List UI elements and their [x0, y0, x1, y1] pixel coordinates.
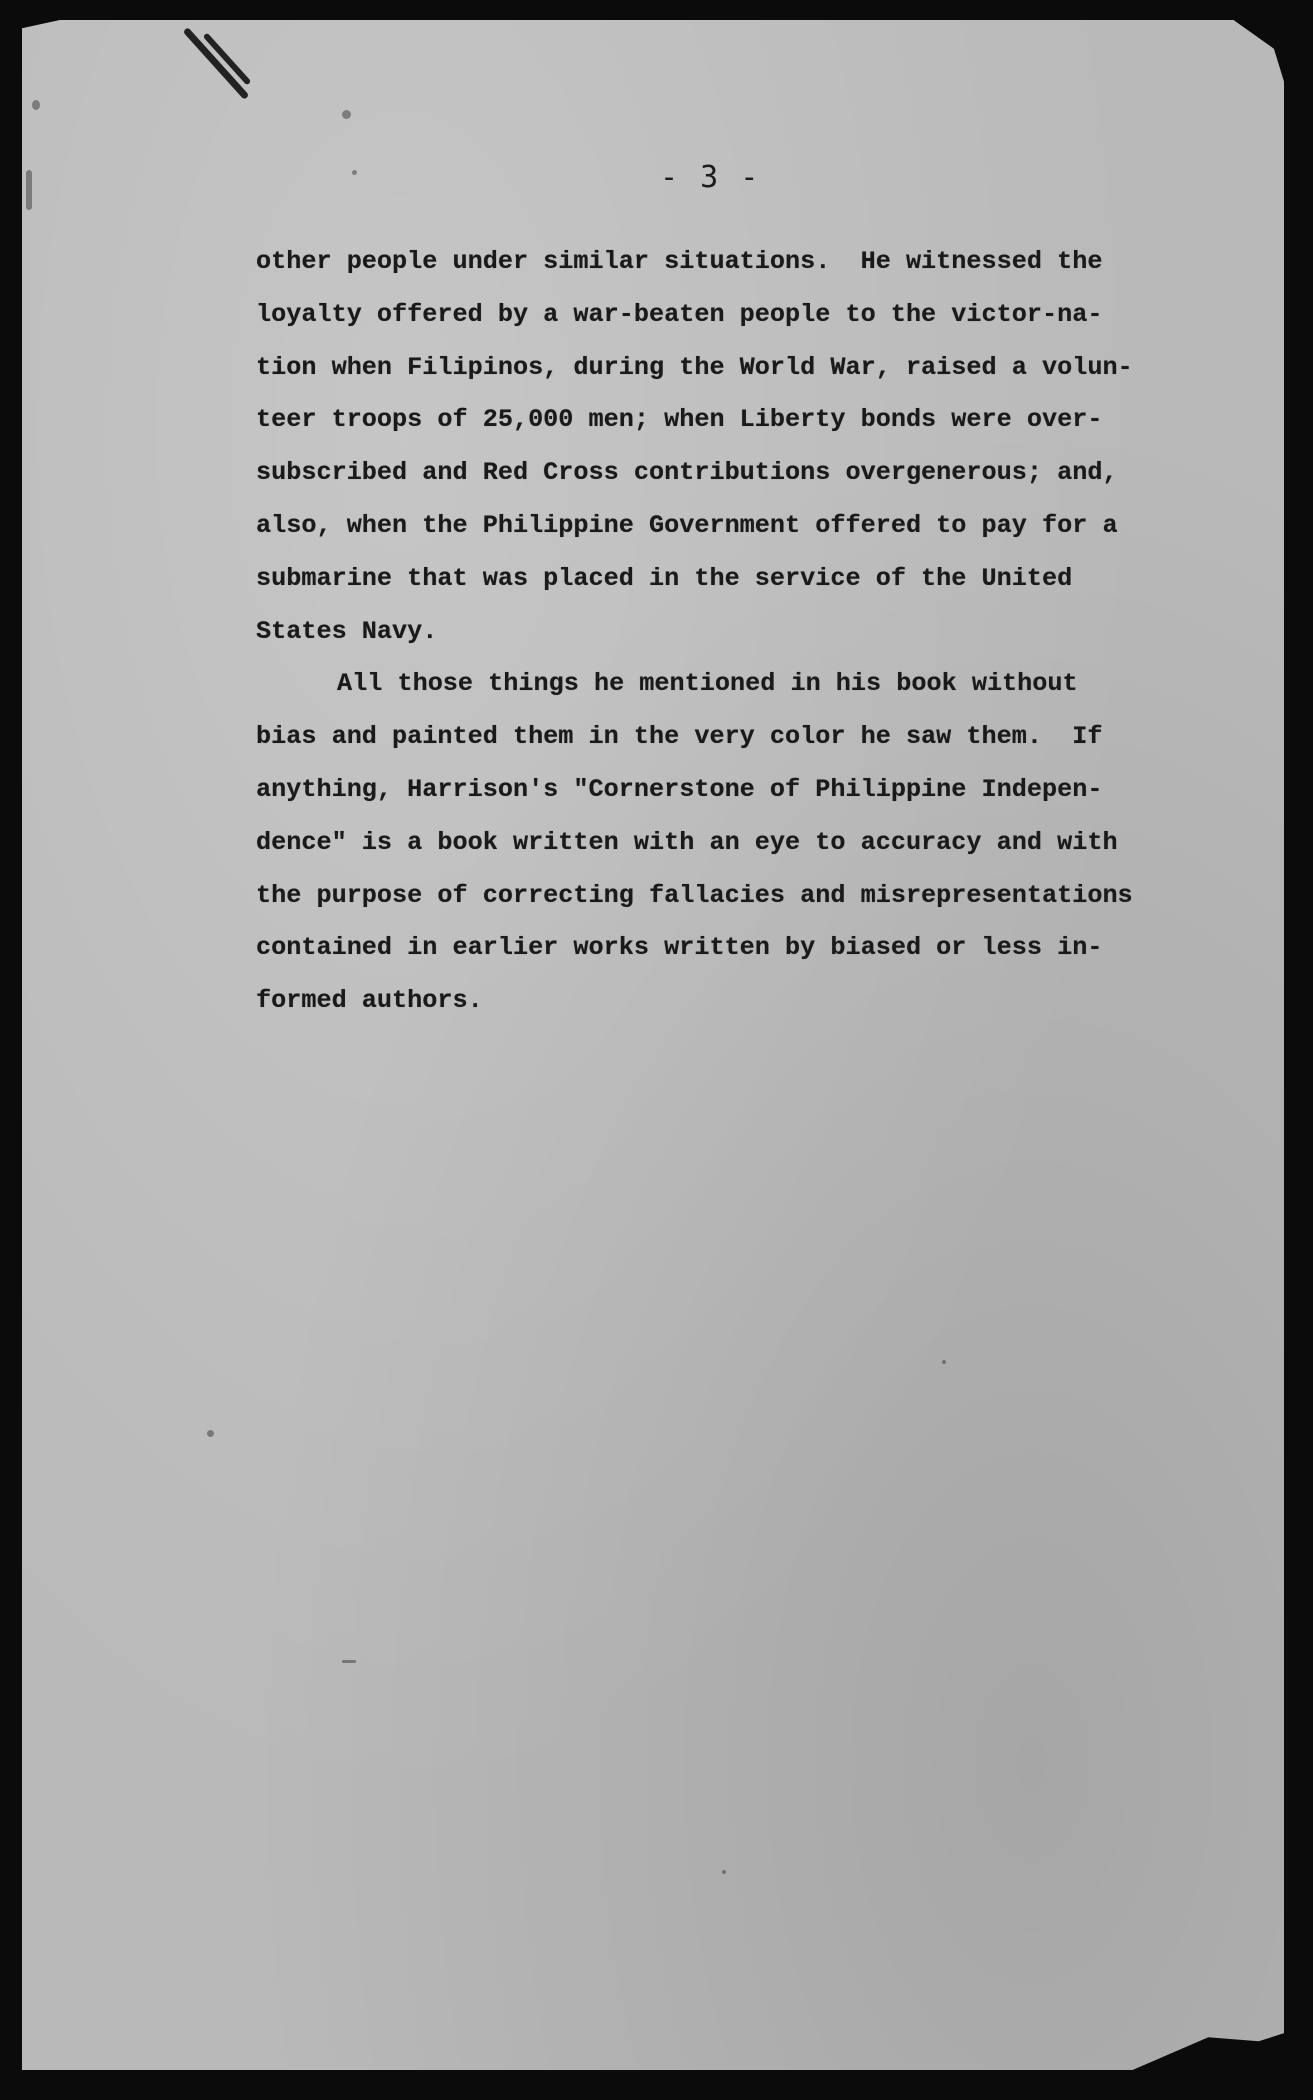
ink-speck: [942, 1360, 946, 1364]
text-line: teer troops of 25,000 men; when Liberty bonds were over-: [256, 405, 1103, 435]
text-line: anything, Harrison's "Cornerstone of Philippine Indepen-: [256, 774, 1103, 804]
staple-mark: [183, 27, 250, 100]
ink-speck: [342, 110, 351, 119]
ink-speck: [722, 1870, 726, 1874]
text-line: other people under similar situations. He witnessed the: [256, 247, 1103, 276]
text-line: States Navy.: [256, 616, 438, 646]
ink-speck: [32, 100, 40, 110]
paragraph-1: [256, 236, 1196, 658]
text-line: the purpose of correcting fallacies and misrepresentations: [256, 880, 1133, 910]
text-line: bias and painted them in the very color he saw them. If: [256, 722, 1103, 752]
ink-speck: [352, 170, 357, 175]
text-line: contained in earlier works written by biased or less in-: [256, 933, 1103, 963]
ink-speck: [26, 170, 32, 210]
text-line: formed authors.: [256, 986, 483, 1016]
text-line: submarine that was placed in the service of the United: [256, 563, 1073, 593]
text-line: subscribed and Red Cross contributions overgenerous; and,: [256, 458, 1118, 488]
typed-text-body: [256, 236, 1196, 1028]
text-line: tion when Filipinos, during the World War, raised a volun-: [256, 352, 1133, 382]
text-line: All those things he mentioned in his book without: [337, 669, 1078, 699]
ink-speck: [342, 1660, 356, 1663]
text-line: also, when the Philippine Government offered to pay for a: [256, 510, 1118, 540]
paragraph-2: [256, 658, 1196, 1028]
ink-speck: [207, 1430, 214, 1437]
page-number: - 3 -: [660, 160, 761, 195]
text-line: loyalty offered by a war-beaten people to the victor-na-: [256, 299, 1103, 329]
text-line: dence" is a book written with an eye to accuracy and with: [256, 827, 1118, 857]
